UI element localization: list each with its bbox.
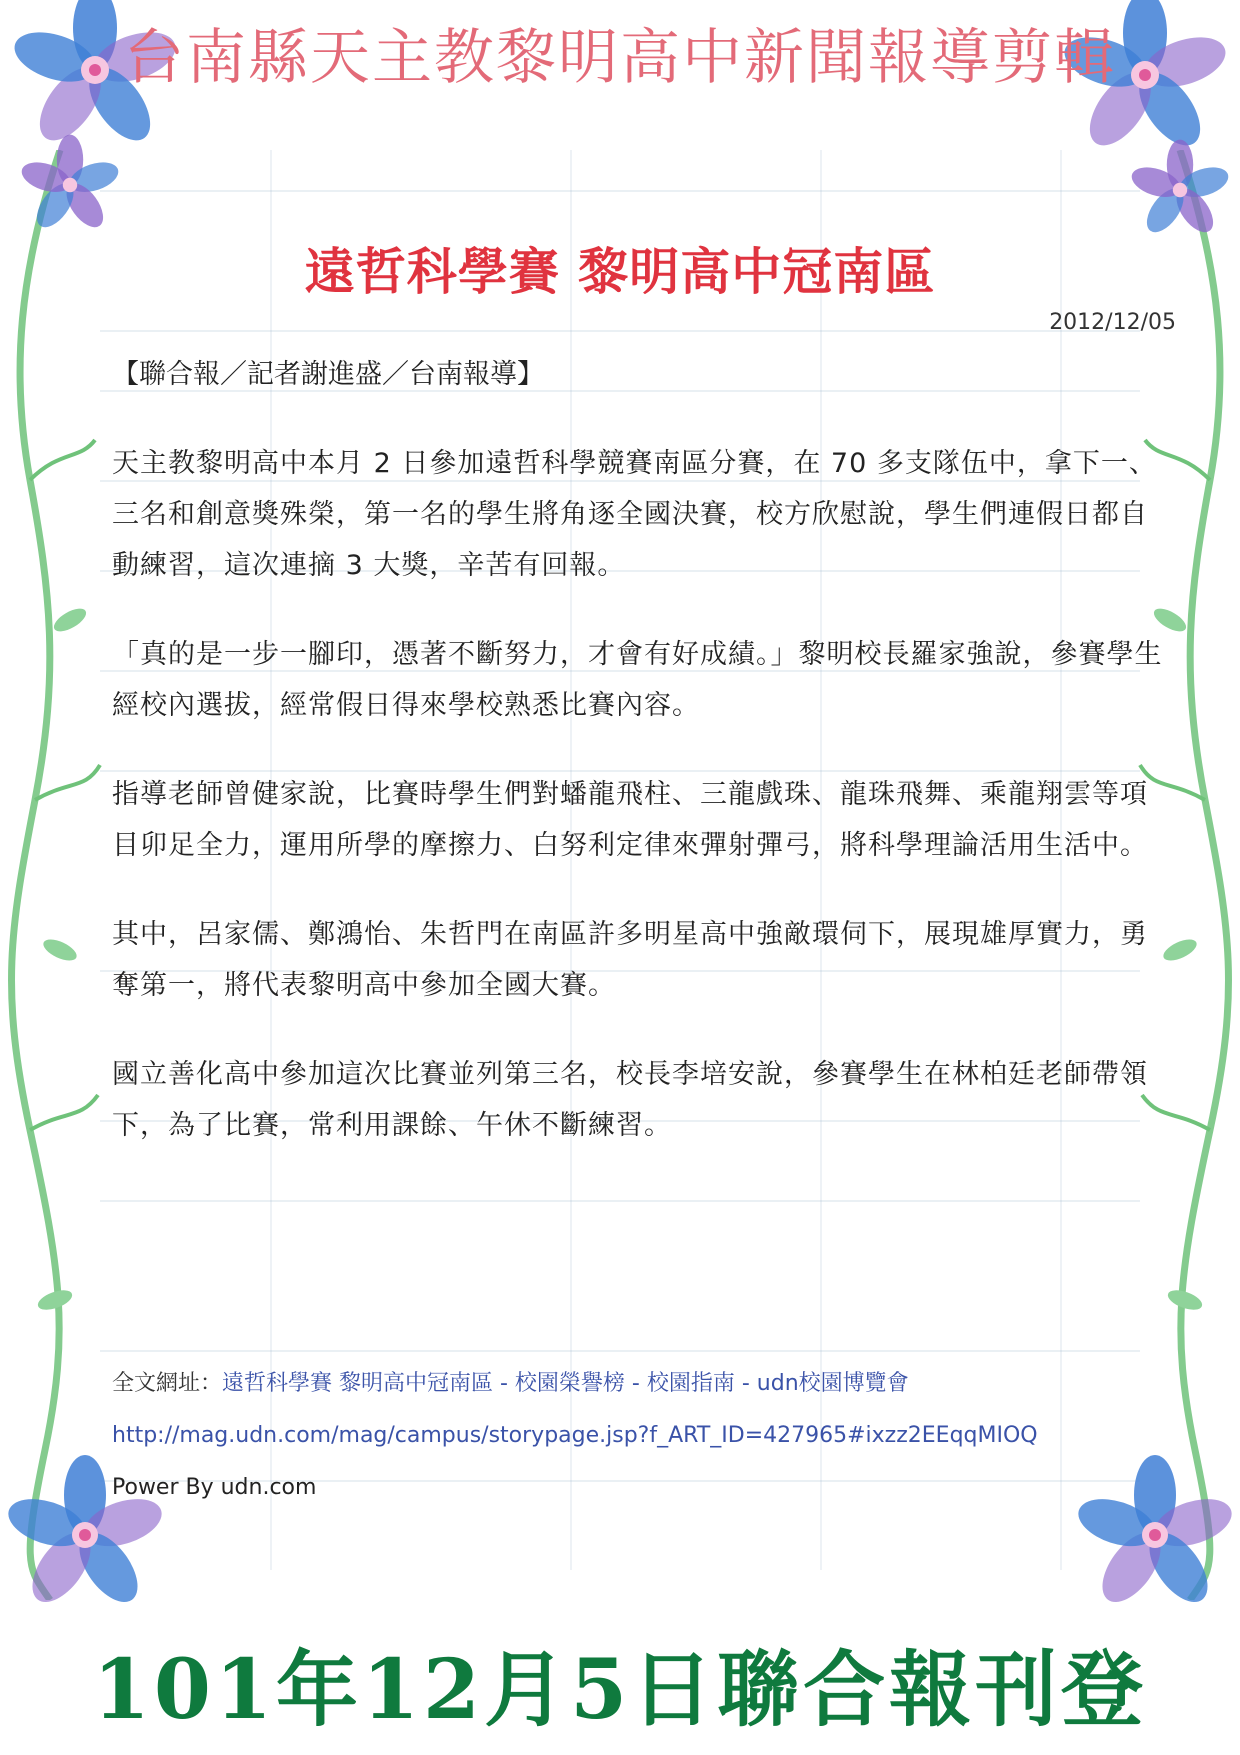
- source-link-title[interactable]: 遠哲科學賽 黎明高中冠南區 - 校園榮譽榜 - 校園指南 - udn校園博覽會: [222, 1371, 909, 1396]
- article-headline: 遠哲科學賽 黎明高中冠南區: [304, 243, 936, 301]
- article-paragraph: 其中，呂家儒、鄭鴻怡、朱哲門在南區許多明星高中強敵環伺下，展現雄厚實力，勇奪第一，將代表黎明高中參加全國大賽。: [112, 919, 1148, 1001]
- article-paragraph: 天主教黎明高中本月 2 日參加遠哲科學競賽南區分賽，在 70 多支隊伍中，拿下一、三名和創意獎殊榮，第一名的學生將角逐全國決賽，校方欣慰說，學生們連假日都自動練習，這次連摘 3 大獎，辛苦有回報。: [112, 448, 1157, 581]
- publication-line: 101年12月5日聯合報刊登: [92, 1642, 1148, 1738]
- article-date: 2012/12/05: [1049, 310, 1176, 335]
- article-paragraph: 國立善化高中參加這次比賽並列第三名，校長李培安說，參賽學生在林柏廷老師帶領下，為了比賽，常利用課餘、午休不斷練習。: [112, 1059, 1148, 1141]
- source-prefix: 全文網址：: [112, 1371, 223, 1396]
- powered-by-text: Power By udn.com: [112, 1475, 317, 1500]
- article-paragraph: 指導老師曾健家說，比賽時學生們對蟠龍飛柱、三龍戲珠、龍珠飛舞、乘龍翔雲等項目卯足全力，運用所學的摩擦力、白努利定律來彈射彈弓，將科學理論活用生活中。: [112, 779, 1148, 861]
- left-vine-icon: [0, 150, 110, 1600]
- source-title-line: [112, 1358, 1172, 1410]
- article-paragraph: 「真的是一步一腳印，憑著不斷努力，才會有好成績。」黎明校長羅家強說，參賽學生經校內選拔，經常假日得來學校熟悉比賽內容。: [112, 639, 1163, 721]
- source-url-link[interactable]: http://mag.udn.com/mag/campus/storypage.jsp?f_ART_ID=427965#ixzz2EEqqMIOQ: [112, 1423, 1038, 1448]
- article-body: [112, 438, 1172, 1189]
- article-byline: 【聯合報／記者謝進盛／台南報導】: [112, 359, 544, 390]
- banner-title: 台南縣天主教黎明高中新聞報導剪輯: [124, 23, 1116, 93]
- source-block: [112, 1358, 1172, 1514]
